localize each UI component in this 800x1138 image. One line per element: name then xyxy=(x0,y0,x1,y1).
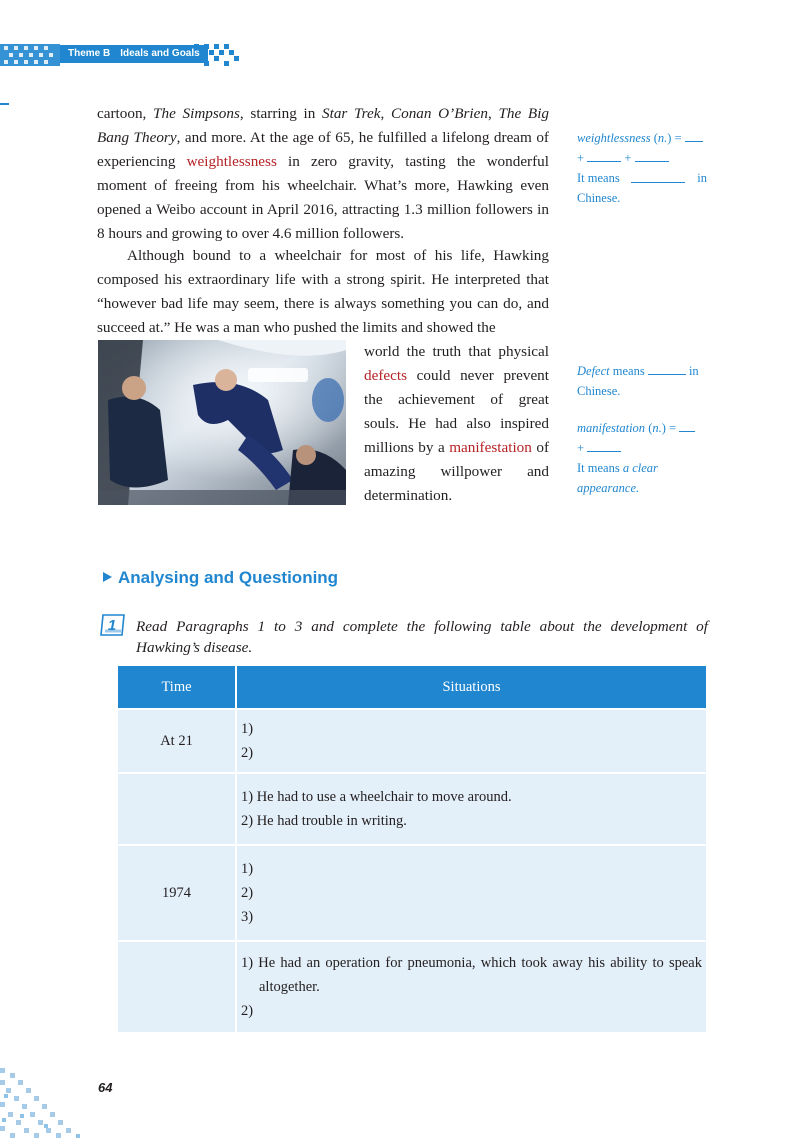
situation-line: 1) He had to use a wheelchair to move around. xyxy=(241,789,512,805)
situation-line: 1) He had an operation for pneumonia, which took away his ability to speak altogether. xyxy=(241,955,702,995)
theme-tab xyxy=(60,45,208,63)
title-conan: Conan O’Brien xyxy=(390,105,488,122)
triangle-bullet-icon xyxy=(103,572,112,582)
paragraph-2: Although bound to a wheelchair for most of his life, Hawking composed his extraordinary life with a strong spirit. He interpreted that “however bad life may seem, there is always something you can do, and succeed at.” He was a man who pushed the limits and showed the xyxy=(97,247,549,336)
title-big-bang: The Big Bang Theory xyxy=(97,105,550,146)
task-number-badge xyxy=(100,614,125,636)
side-dash xyxy=(0,103,9,105)
situation-line: 1) xyxy=(241,861,254,877)
header-situations: Situations xyxy=(442,678,501,695)
title-simpsons: The Simpsons xyxy=(153,105,240,122)
row-time: 1974 xyxy=(118,846,237,940)
page-number: 64 xyxy=(98,1080,113,1095)
table-row xyxy=(118,710,706,774)
task-instruction: Read Paragraphs 1 to 3 and complete the following table about the development of Hawking’s disease. xyxy=(136,618,708,656)
note-defect: Defect means in Chinese. xyxy=(577,364,699,398)
table-row xyxy=(118,846,706,942)
note-weightlessness: weightlessness (n.) = + + It means in Chinese. xyxy=(577,131,707,205)
situation-line: 3) xyxy=(241,909,254,925)
theme-title: Ideals and Goals xyxy=(120,48,200,59)
section-title: Analysing and Questioning xyxy=(103,565,338,591)
zero-gravity-photo xyxy=(98,340,346,505)
row-time xyxy=(118,942,237,1032)
vocab-manifestation: manifestation xyxy=(449,439,532,456)
situation-line: 2) xyxy=(241,1003,254,1019)
paragraph-2-continued: world the truth that physical defects could never prevent the achievement of great souls. He had also inspired millions by a manifestation of amazing willpower and determination. xyxy=(364,343,549,504)
table-header-row xyxy=(118,666,706,710)
situation-line: 2) He had trouble in writing. xyxy=(241,813,407,829)
situation-line: 2) xyxy=(241,745,254,761)
footer-pixel-pattern xyxy=(0,1068,96,1138)
situation-line: 1) xyxy=(241,721,254,737)
table-row xyxy=(118,774,706,846)
vocab-defects: defects xyxy=(364,367,408,384)
title-star-trek: Star Trek xyxy=(322,105,381,122)
disease-table xyxy=(118,666,706,1032)
note-manifestation: manifestation (n.) = + It means a clear appearance. xyxy=(577,418,707,498)
header-time: Time xyxy=(118,666,237,708)
table-row xyxy=(118,942,706,1032)
vocab-weightlessness: weightlessness xyxy=(186,153,277,170)
row-time: At 21 xyxy=(118,710,237,772)
situation-line: 2) xyxy=(241,885,254,901)
paragraph-1: cartoon, The Simpsons, starring in Star Trek, Conan O’Brien, The Big Bang Theory, and more. At the age of 65, he fulfilled a lifelong dream of experiencing weightlessness in zero gravity, tasting the wonderful moment of freeing from his wheelchair. What’s more, Hawking even opened a Weibo account in April 2016, attracting 1.3 million followers in 8 hours and growing to over 4.6 million followers. xyxy=(97,105,550,242)
svg-text:1: 1 xyxy=(107,617,117,634)
row-time xyxy=(118,774,237,844)
theme-label: Theme B xyxy=(68,48,111,59)
